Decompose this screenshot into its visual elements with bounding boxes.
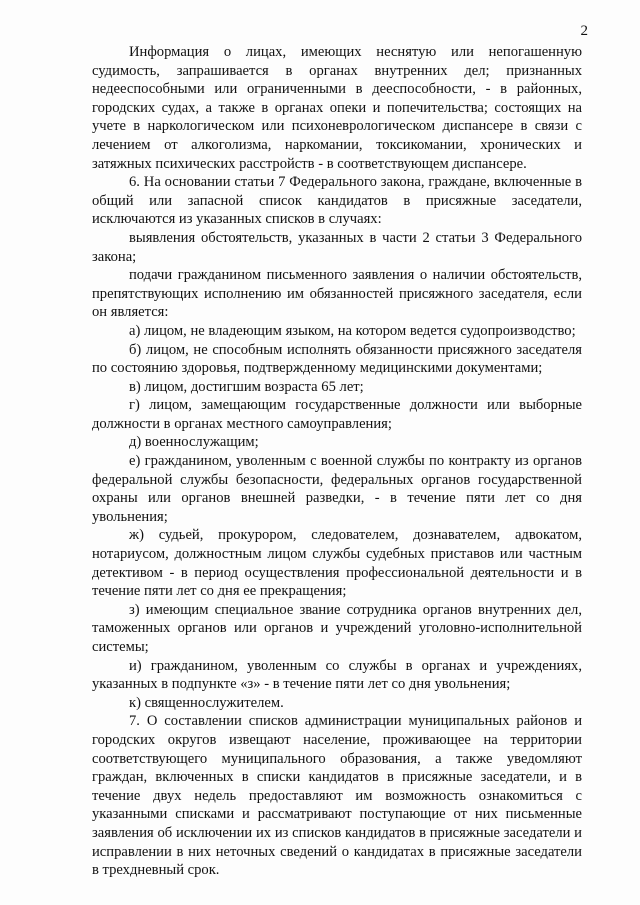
document-body [92, 43, 582, 880]
list-item-a: а) лицом, не владеющим языком, на котором ведется судопроизводство; [129, 322, 576, 339]
list-item-g: г) лицом, замещающим государственные должности или выборные должности в органах местного самоуправления; [92, 397, 582, 432]
paragraph-item-7: 7. О составлении списков администрации муниципальных районов и городских округов извещают население, проживающее на территории соответствующего муниципального образования, а также уведомляют граждан, включенных в списки кандидатов в присяжные заседатели, и в течение двух недель предоставляют им возможность ознакомиться с указанными списками и рассматривают поступающие от них письменные заявления об исключении их из списков кандидатов в присяжные заседатели и исправлении в них неточных сведений о кандидатах в присяжные заседатели в трехдневный срок. [92, 713, 582, 879]
paragraph-info-persons: Информация о лицах, имеющих неснятую или непогашенную судимость, запрашивается в органах внутренних дел; признанных недееспособными или ограниченными в дееспособности, - в районных, городских судах, а также в органах опеки и попечительства; состоящих на учете в наркологическом или психоневрологическом диспансере в связи с лечением от алкоголизма, наркомании, токсикомании, хронических и затяжных психических расстройств - в соответствующем диспансере. [92, 44, 582, 172]
list-item-b: б) лицом, не способным исполнять обязанности присяжного заседателя по состоянию здоровья, подтвержденному медицинскими документами; [92, 341, 582, 377]
list-item-v: в) лицом, достигшим возраста 65 лет; [129, 378, 364, 395]
paragraph-case-application: подачи гражданином письменного заявления о наличии обстоятельств, препятствующих исполнению им обязанностей присяжного заседателя, если он является: [92, 267, 582, 321]
list-item-k: к) священнослужителем. [129, 694, 284, 711]
list-item-i: и) гражданином, уволенным со службы в органах и учреждениях, указанных в подпункте «з» - в течение пяти лет со дня увольнения; [92, 657, 582, 693]
list-item-z: з) имеющим специальное звание сотрудника органов внутренних дел, таможенных органов или органов и учреждений уголовно-исполнительной системы; [92, 601, 582, 655]
list-item-zh: ж) судьей, прокурором, следователем, дознавателем, адвокатом, нотариусом, должностным лицом службы судебных приставов или частным детективом - в период осуществления профессиональной деятельности и в течение пяти лет со дня ее прекращения; [92, 527, 582, 600]
paragraph-case-circumstances: выявления обстоятельств, указанных в части 2 статьи 3 Федерального закона; [92, 229, 582, 265]
paragraph-item-6: 6. На основании статьи 7 Федерального закона, граждане, включенные в общий или запасной список кандидатов в присяжные заседатели, исключаются из указанных списков в случаях: [92, 174, 582, 228]
page-number: 2 [580, 23, 588, 39]
list-item-d: д) военнослужащим; [129, 434, 259, 451]
list-item-e: е) гражданином, уволенным с военной службы по контракту из органов федеральной службы безопасности, федеральных органов государственной охраны или органов внешней разведки, - в течение пяти лет со дня увольнения; [92, 453, 582, 525]
